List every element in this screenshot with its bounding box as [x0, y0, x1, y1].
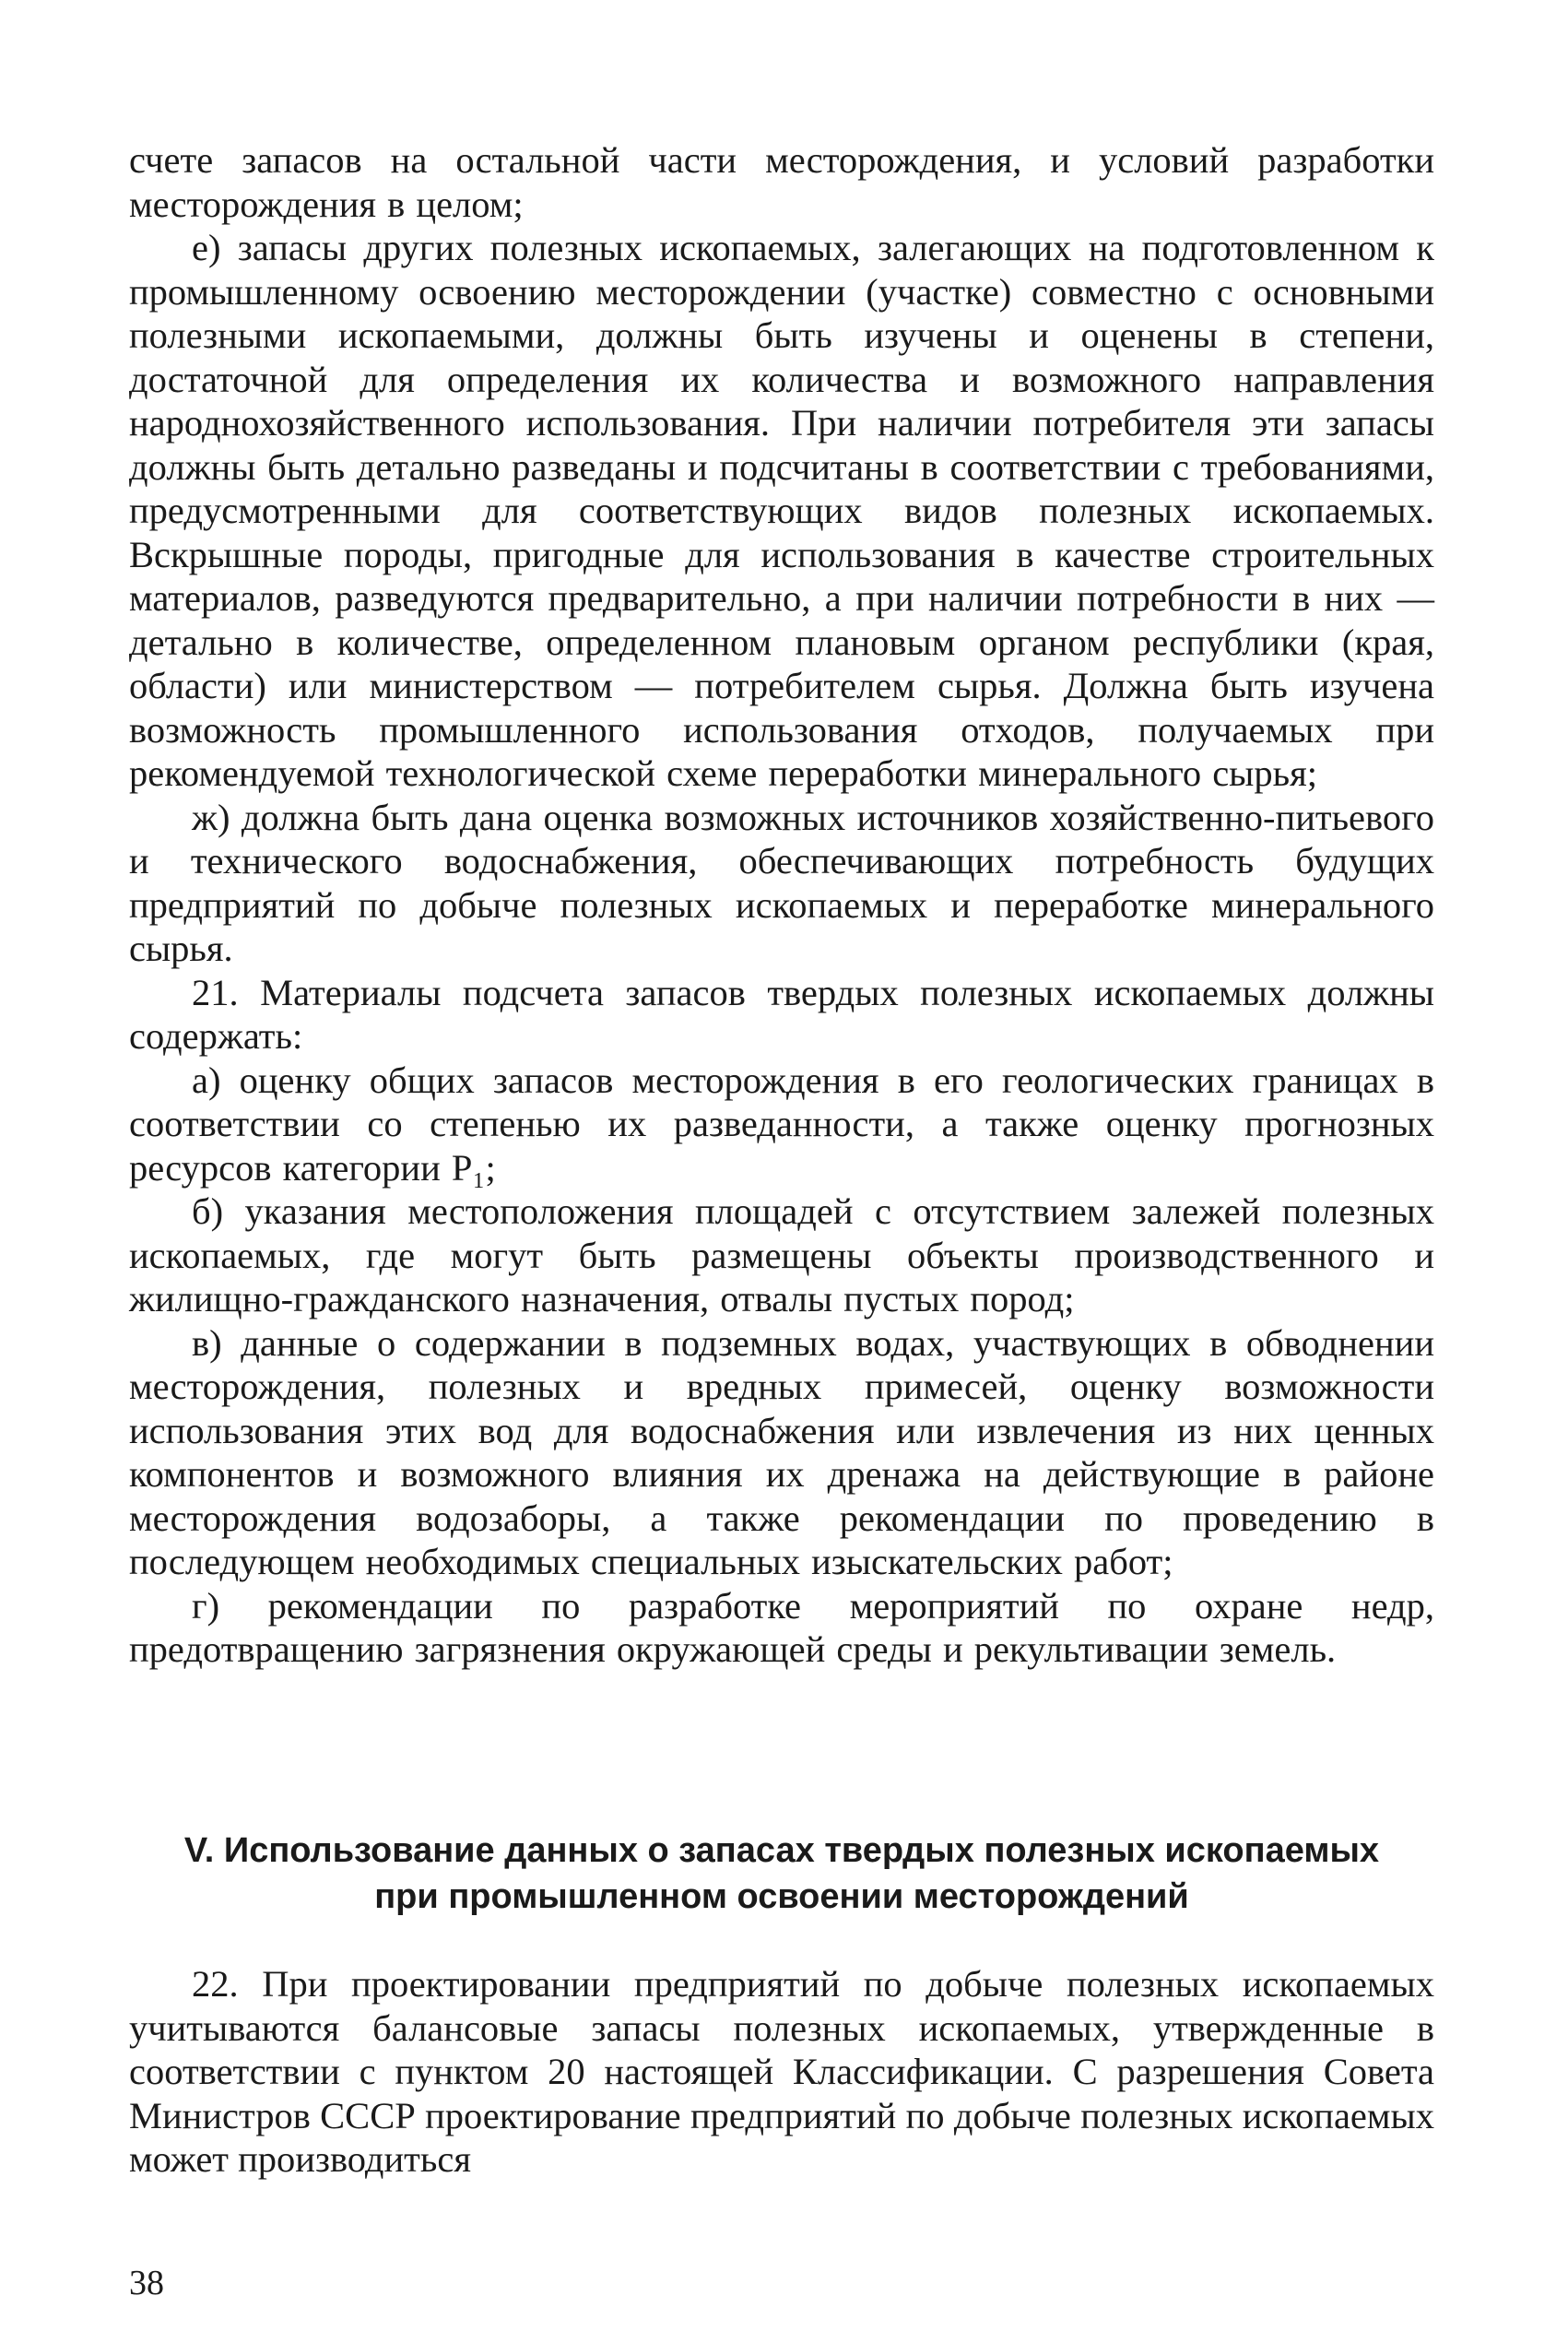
paragraph-item-zh: ж) должна быть дана оценка возможных источников хозяйственно-питьевого и технического водоснабжения, обеспечивающих потребность будущих предприятий по добыче полезных ископаемых и переработке минерального сырья. [129, 796, 1434, 969]
paragraph-continuation: счете запасов на остальной части месторождения, и условий разработки месторождения в целом; [129, 139, 1434, 225]
body-text [129, 138, 1434, 1672]
paragraph-item-g: г) рекомендации по разработке мероприятий по охране недр, предотвращению загрязнения окружающей среды и рекультивации земель. [129, 1584, 1434, 1670]
section-heading-line1: V. Использование данных о запасах твердых полезных ископаемых [183, 1831, 1380, 1870]
paragraph-item-e: е) запасы других полезных ископаемых, залегающих на подготовленном к промышленному освоению месторождении (участке) совместно с основными полезными ископаемыми, должны быть изучены и оценены в степени, достаточной для определения их количества и возможного направления народнохозяйственного использования. При наличии потребителя эти запасы должны быть детально разведаны и подсчитаны в соответствии с требованиями, предусмотренными для соответствующих видов полезных ископаемых. Вскрышные породы, пригодные для использования в качестве строительных материалов, разведуются предварительно, а при наличии потребности в них — детально в количестве, определенном плановым органом республики (края, области) или министерством — потребителем сырья. Должна быть изучена возможность промышленного использования отходов, получаемых при рекомендуемой технологической схеме переработки минерального сырья; [129, 227, 1434, 794]
section-heading-line2: при промышленном освоении месторождений [374, 1877, 1189, 1916]
section-body [129, 1962, 1434, 2182]
paragraph-21: 21. Материалы подсчета запасов твердых полезных ископаемых должны содержать: [129, 971, 1434, 1057]
paragraph-22: 22. При проектировании предприятий по добыче полезных ископаемых учитываются балансовые запасы полезных ископаемых, утвержденные в соответствии с пунктом 20 настоящей Классификации. С разрешения Совета Министров СССР проектирование предприятий по добыче полезных ископаемых может производиться [129, 1963, 1434, 2180]
section-heading [129, 1828, 1434, 1920]
page-number: 38 [129, 2264, 164, 2302]
paragraph-item-b: б) указания местоположения площадей с отсутствием залежей полезных ископаемых, где могут быть размещены объекты производственного и жилищно-гражданского назначения, отвалы пустых пород; [129, 1190, 1434, 1319]
paragraph-item-v: в) данные о содержании в подземных водах, участвующих в обводнении месторождения, полезных и вредных примесей, оценку возможности использования этих вод для водоснабжения или извлечения из них ценных компонентов и возможного влияния их дренажа на действующие в районе месторождения водозаборы, а также рекомендации по проведению в последующем необходимых специальных изыскательских работ; [129, 1321, 1434, 1582]
paragraph-item-a: а) оценку общих запасов месторождения в его геологических границах в соответствии со степенью их разведанности, а также оценку прогнозных ресурсов категории P₁; [129, 1059, 1434, 1189]
